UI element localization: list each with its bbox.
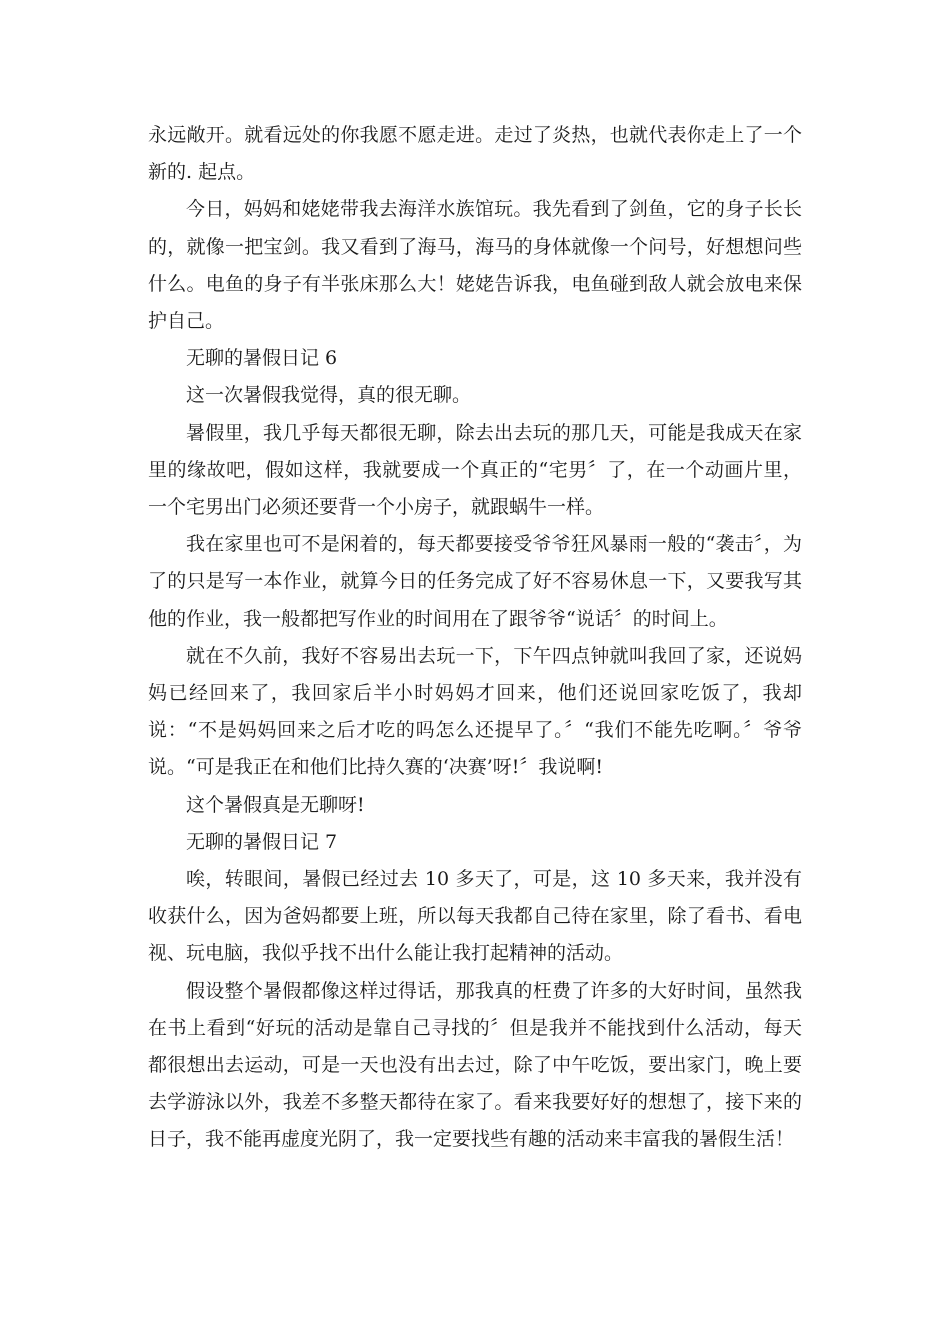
diary-heading-6: 无聊的暑假日记 6 <box>186 347 338 370</box>
paragraph-homework: 我在家里也可不是闲着的，每天都要接受爷爷狂风暴雨一般的“袭击〞，为了的只是写一本作业，就算今日的任务完成了好不容易休息一下，又要我写其他的作业，我一般都把写作业的时间用在了跟爷爷“说话〞的时间上。 <box>148 533 802 630</box>
paragraph-ten-days: 唉，转眼间，暑假已经过去 10 多天了，可是，这 10 多天来，我并没有收获什么，因为爸妈都要上班，所以每天我都自己待在家里，除了看书、看电视、玩电脑，我似乎找不出什么能让我打起精神的活动。 <box>148 868 802 965</box>
document-page <box>148 117 802 1159</box>
paragraph-conclusion-6: 这个暑假真是无聊呀! <box>186 793 365 816</box>
paragraph-continuation: 永远敞开。就看远处的你我愿不愿走进。走过了炎热，也就代表你走上了一个新的. 起点。 <box>148 124 802 184</box>
paragraph-intro-6: 这一次暑假我觉得，真的很无聊。 <box>186 384 472 407</box>
diary-heading-7: 无聊的暑假日记 7 <box>186 830 338 853</box>
paragraph-homebody: 暑假里，我几乎每天都很无聊，除去出去玩的那几天，可能是我成天在家里的缘故吧，假如这样，我就要成一个真正的“宅男〞了，在一个动画片里，一个宅男出门必须还要背一个小房子，就跟蜗牛一样。 <box>148 421 802 519</box>
paragraph-plans: 假设整个暑假都像这样过得话，那我真的枉费了许多的大好时间，虽然我在书上看到“好玩的活动是靠自己寻找的〞但是我并不能找到什么活动，每天都很想出去运动，可是一天也没有出去过，除了中午吃饭，要出家门，晚上要去学游泳以外，我差不多整天都待在家了。看来我要好好的想想了，接下来的日子，我不能再虚度光阴了，我一定要找些有趣的活动来丰富我的暑假生活！ <box>148 979 802 1151</box>
paragraph-aquarium: 今日，妈妈和姥姥带我去海洋水族馆玩。我先看到了剑鱼，它的身子长长的，就像一把宝剑。我又看到了海马，海马的身体就像一个问号，好想想问些什么。电鱼的身子有半张床那么大！姥姥告诉我，电鱼碰到敌人就会放电来保护自己。 <box>148 198 802 333</box>
paragraph-dinner: 就在不久前，我好不容易出去玩一下，下午四点钟就叫我回了家，还说妈妈已经回来了，我回家后半小时妈妈才回来，他们还说回家吃饭了，我却说：“不是妈妈回来之后才吃的吗怎么还提早了。〞“我们不能先吃啊。〞爷爷说。“可是我正在和他们比持久赛的‘决赛’呀!〞我说啊! <box>148 644 802 779</box>
